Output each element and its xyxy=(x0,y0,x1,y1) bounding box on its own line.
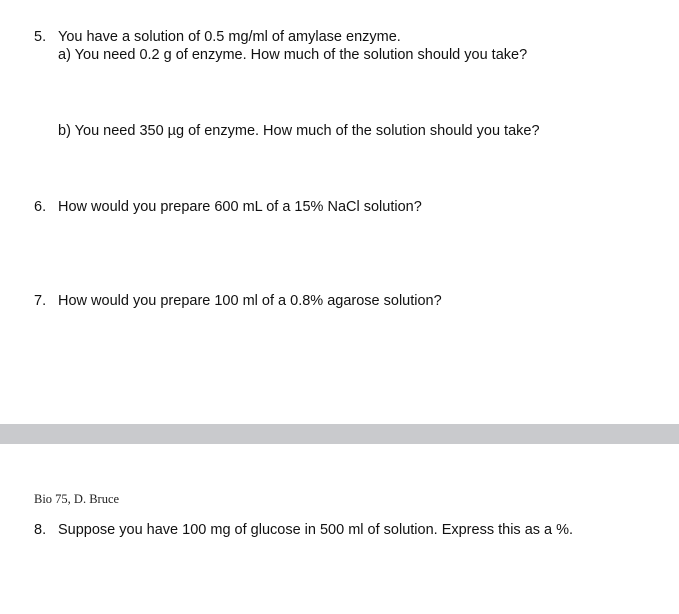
question-7-number: 7. xyxy=(34,293,47,309)
question-7 xyxy=(34,292,442,310)
question-8-number: 8. xyxy=(34,522,47,538)
question-6-text: How would you prepare 600 mL of a 15% NaCl solution? xyxy=(58,199,422,215)
question-5 xyxy=(34,28,401,46)
page-separator xyxy=(0,424,679,444)
question-8 xyxy=(34,521,573,539)
page-header-course: Bio 75, D. Bruce xyxy=(34,492,120,506)
question-8-text: Suppose you have 100 mg of glucose in 500 ml of solution. Express this as a %. xyxy=(58,522,574,538)
question-5-number: 5. xyxy=(34,29,47,45)
question-7-text: How would you prepare 100 ml of a 0.8% agarose solution? xyxy=(58,293,442,309)
worksheet-page-2 xyxy=(0,444,679,614)
question-6-number: 6. xyxy=(34,199,47,215)
question-5-part-b: b) You need 350 µg of enzyme. How much of the solution should you take? xyxy=(58,123,540,139)
question-5-part-a: a) You need 0.2 g of enzyme. How much of the solution should you take? xyxy=(58,47,528,63)
question-6 xyxy=(34,198,422,216)
question-5-text: You have a solution of 0.5 mg/ml of amylase enzyme. xyxy=(58,29,401,45)
